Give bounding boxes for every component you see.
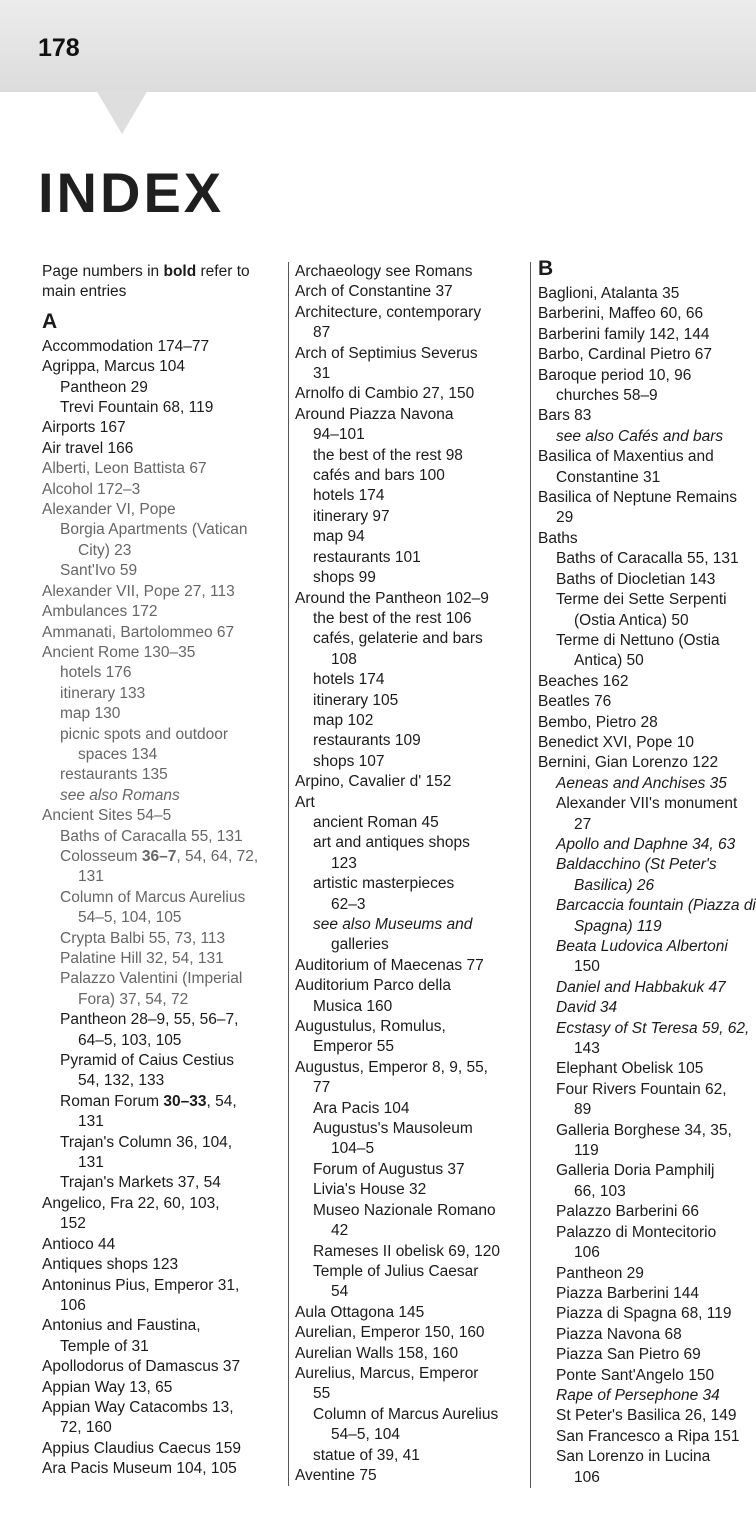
index-continuation: 143 — [574, 1040, 600, 1058]
index-subentry: the best of the rest 106 — [313, 609, 472, 627]
index-entry: Archaeology see Romans — [295, 263, 473, 280]
index-subentry: Palazzo di Montecitorio — [556, 1223, 717, 1241]
index-continuation: 131 — [78, 868, 104, 886]
index-continuation: Constantine 31 — [556, 468, 661, 486]
index-subentry: Barcaccia fountain (Piazza di — [556, 897, 756, 915]
index-subentry: Elephant Obelisk 105 — [556, 1060, 704, 1078]
index-subentry: Four Rivers Fountain 62, — [556, 1080, 727, 1098]
index-entry: Beaches 162 — [538, 672, 629, 690]
index-column-2 — [288, 262, 527, 1486]
index-subentry: cafés, gelaterie and bars — [313, 630, 483, 648]
index-entry: Aula Ottagona 145 — [295, 1303, 425, 1321]
index-see-also: see also Romans — [60, 786, 180, 804]
index-entry: Appian Way Catacombs 13, — [42, 1398, 234, 1416]
index-entry: Antoninus Pius, Emperor 31, — [42, 1276, 240, 1294]
index-entry: Architecture, contemporary — [295, 303, 482, 321]
index-subentry: Ara Pacis 104 — [313, 1099, 410, 1117]
index-entry: Barberini, Maffeo 60, 66 — [538, 305, 704, 323]
index-continuation: 87 — [313, 324, 331, 342]
index-subentry: picnic spots and outdoor — [60, 725, 229, 743]
index-entry: Barbo, Cardinal Pietro 67 — [538, 346, 713, 364]
index-subentry: itinerary 97 — [313, 507, 390, 525]
index-subentry: shops 99 — [313, 569, 376, 587]
index-continuation: 150 — [574, 958, 600, 976]
index-entry: Baroque period 10, 96 — [538, 366, 692, 384]
index-entry: Beatles 76 — [538, 693, 612, 711]
index-subentry: map 102 — [313, 711, 374, 729]
index-subentry: art and antiques shops — [313, 834, 470, 852]
index-subentry: cafés and bars 100 — [313, 467, 445, 485]
index-entry: Agrippa, Marcus 104 — [42, 358, 186, 376]
index-subentry: Rape of Persephone 34 — [556, 1386, 720, 1404]
index-entry: Arpino, Cavalier d' 152 — [295, 773, 452, 791]
index-entry: Appius Claudius Caecus 159 — [42, 1439, 242, 1457]
index-entry: Bernini, Gian Lorenzo 122 — [538, 754, 719, 772]
index-continuation: 123 — [331, 854, 357, 872]
index-entry: Bembo, Pietro 28 — [538, 713, 658, 731]
index-continuation: 104–5 — [331, 1140, 375, 1158]
index-continuation: 54, 132, 133 — [78, 1072, 165, 1090]
index-continuation: 131 — [78, 1154, 104, 1172]
index-continuation: 72, 160 — [60, 1419, 112, 1437]
index-subentry: Aeneas and Anchises 35 — [556, 774, 727, 792]
index-subentry: Palazzo Valentini (Imperial — [60, 970, 243, 988]
index-entry: Around the Pantheon 102–9 — [295, 589, 489, 607]
index-continuation: City) 23 — [78, 541, 132, 559]
index-subentry: hotels 176 — [60, 664, 132, 682]
index-entry: Ara Pacis Museum 104, 105 — [42, 1460, 237, 1478]
page-number: 178 — [38, 34, 80, 62]
index-column-1 — [42, 262, 278, 1480]
index-entry: Aventine 75 — [295, 1466, 377, 1484]
index-continuation: Musica 160 — [313, 997, 393, 1015]
index-entry: Aurelian, Emperor 150, 160 — [295, 1324, 485, 1342]
index-entry: Apollodorus of Damascus 37 — [42, 1358, 241, 1376]
section-letter-a: A — [42, 309, 58, 333]
index-subentry: Piazza San Pietro 69 — [556, 1346, 701, 1364]
index-continuation: 64–5, 103, 105 — [78, 1031, 182, 1049]
index-subentry: Baldacchino (St Peter's — [556, 856, 717, 874]
index-continuation: (Ostia Antica) 50 — [574, 611, 689, 629]
index-continuation: 106 — [574, 1468, 600, 1486]
index-continuation: 62–3 — [331, 895, 366, 913]
index-subentry: hotels 174 — [313, 487, 385, 505]
index-entry: Basilica of Neptune Remains — [538, 489, 738, 507]
index-entry: Bars 83 — [538, 407, 592, 425]
index-subentry: churches 58–9 — [556, 387, 658, 405]
index-subentry: Crypta Balbi 55, 73, 113 — [60, 929, 226, 947]
index-subentry: Sant'Ivo 59 — [60, 562, 138, 580]
index-continuation: Basilica) 26 — [574, 876, 655, 894]
index-continuation: 27 — [574, 815, 592, 833]
index-entry: Auditorium of Maecenas 77 — [295, 956, 484, 974]
index-entry: Arch of Septimius Severus — [295, 344, 478, 362]
index-subentry: Terme dei Sette Serpenti — [556, 591, 727, 609]
index-entry: Ancient Rome 130–35 — [42, 643, 196, 661]
index-continuation: 108 — [331, 650, 357, 668]
index-subentry: the best of the rest 98 — [313, 446, 463, 464]
index-subentry: Apollo and Daphne 34, 63 — [556, 835, 736, 853]
index-entry: Augustulus, Romulus, — [295, 1018, 446, 1036]
index-subentry: statue of 39, 41 — [313, 1446, 420, 1464]
index-subentry: Livia's House 32 — [313, 1181, 427, 1199]
index-continuation: 54–5, 104, 105 — [78, 909, 182, 927]
index-continuation: Emperor 55 — [313, 1038, 394, 1056]
index-subentry: Baths of Caracalla 55, 131 — [556, 550, 739, 568]
index-entry: Alcohol 172–3 — [42, 480, 141, 498]
index-continuation: Spagna) 119 — [574, 917, 662, 935]
index-entry: Ancient Sites 54–5 — [42, 807, 172, 825]
index-subentry: Baths of Caracalla 55, 131 — [60, 827, 243, 845]
index-continuation: Fora) 37, 54, 72 — [78, 990, 189, 1008]
index-subentry: David 34 — [556, 999, 618, 1017]
index-continuation: 77 — [313, 1079, 331, 1097]
index-continuation: 31 — [313, 365, 331, 383]
index-subentry: Colosseum 36–7, 54, 64, 72, — [60, 847, 259, 865]
index-subentry: Terme di Nettuno (Ostia — [556, 631, 720, 649]
index-subentry: Temple of Julius Caesar — [313, 1262, 479, 1280]
index-continuation: spaces 134 — [78, 745, 158, 763]
index-entry: Accommodation 174–77 — [42, 337, 210, 355]
index-entry: Around Piazza Navona — [295, 405, 454, 423]
index-see-also: see also Museums and — [313, 916, 473, 933]
index-note: Page numbers in bold refer to main entries — [42, 263, 250, 301]
index-entry: Ambulances 172 — [42, 603, 158, 621]
index-subentry: Augustus's Mausoleum — [313, 1120, 473, 1138]
index-subentry: Trajan's Markets 37, 54 — [60, 1174, 221, 1192]
index-subentry: Galleria Borghese 34, 35, — [556, 1121, 732, 1139]
index-entry: Airports 167 — [42, 419, 126, 437]
index-subentry: ancient Roman 45 — [313, 813, 439, 831]
index-continuation: 152 — [60, 1215, 86, 1233]
index-continuation: 66, 103 — [574, 1182, 626, 1200]
index-subentry: Piazza Navona 68 — [556, 1325, 682, 1343]
index-continuation: 119 — [574, 1142, 599, 1160]
index-subentry: Column of Marcus Aurelius — [313, 1405, 499, 1423]
index-entry: Alexander VI, Pope — [42, 501, 176, 519]
index-entry: Antiques shops 123 — [42, 1256, 179, 1274]
index-continuation: 54 — [331, 1283, 349, 1301]
index-subentry: Alexander VII's monument — [556, 795, 738, 813]
index-continuation: 54–5, 104 — [331, 1426, 400, 1444]
page-title: INDEX — [38, 161, 225, 224]
index-subentry: Piazza di Spagna 68, 119 — [556, 1305, 732, 1323]
index-entry: Art — [295, 793, 315, 811]
index-entry: Ammanati, Bartolommeo 67 — [42, 623, 235, 641]
index-see-also: see also Cafés and bars — [556, 427, 724, 445]
index-subentry: Column of Marcus Aurelius — [60, 888, 246, 906]
index-entry: Angelico, Fra 22, 60, 103, — [42, 1194, 220, 1212]
index-entry: Antonius and Faustina, — [42, 1317, 201, 1335]
index-subentry: restaurants 101 — [313, 548, 421, 566]
index-entry: Aurelius, Marcus, Emperor — [295, 1364, 479, 1382]
index-subentry: San Lorenzo in Lucina — [556, 1448, 711, 1466]
index-continuation: 106 — [574, 1244, 600, 1262]
index-subentry: San Francesco a Ripa 151 — [556, 1427, 740, 1445]
index-entry: Arch of Constantine 37 — [295, 283, 453, 301]
index-continuation: 29 — [556, 509, 574, 527]
index-entry: Baglioni, Atalanta 35 — [538, 285, 680, 302]
index-entry: Antioco 44 — [42, 1235, 116, 1253]
index-subentry: Borgia Apartments (Vatican — [60, 521, 248, 539]
index-continuation: 89 — [574, 1101, 592, 1119]
index-subentry: Beata Ludovica Albertoni — [556, 938, 728, 955]
index-subentry: shops 107 — [313, 752, 385, 770]
index-continuation: 55 — [313, 1385, 331, 1403]
index-subentry: Trajan's Column 36, 104, — [60, 1133, 233, 1151]
index-subentry: St Peter's Basilica 26, 149 — [556, 1407, 737, 1425]
index-entry: Augustus, Emperor 8, 9, 55, — [295, 1058, 488, 1076]
index-subentry: restaurants 135 — [60, 766, 168, 784]
header-notch — [96, 90, 148, 134]
index-continuation: 94–101 — [313, 426, 365, 444]
index-subentry: Pyramid of Caius Cestius — [60, 1052, 235, 1070]
index-subentry: Rameses II obelisk 69, 120 — [313, 1242, 500, 1260]
index-continuation: 42 — [331, 1222, 349, 1240]
index-subentry: map 130 — [60, 705, 121, 723]
index-subentry: artistic masterpieces — [313, 875, 455, 893]
index-entry: Basilica of Maxentius and — [538, 448, 714, 466]
index-continuation: 106 — [60, 1296, 86, 1314]
index-entry: Benedict XVI, Pope 10 — [538, 733, 694, 751]
index-subentry: map 94 — [313, 528, 365, 546]
index-entry: Barberini family 142, 144 — [538, 325, 710, 343]
index-subentry: Pantheon 29 — [60, 378, 148, 396]
index-subentry: Trevi Fountain 68, 119 — [60, 399, 214, 417]
index-continuation: 131 — [78, 1113, 104, 1131]
index-subentry: Ecstasy of St Teresa 59, 62, — [556, 1019, 750, 1037]
index-subentry: hotels 174 — [313, 671, 385, 689]
index-subentry: Palazzo Barberini 66 — [556, 1203, 700, 1221]
index-entry: Auditorium Parco della — [295, 977, 451, 995]
index-entry: Alberti, Leon Battista 67 — [42, 460, 207, 478]
index-column-3 — [530, 257, 756, 1488]
index-subentry: Forum of Augustus 37 — [313, 1160, 465, 1178]
index-entry: Air travel 166 — [42, 439, 134, 457]
section-letter-b: B — [538, 257, 554, 280]
index-subentry: Museo Nazionale Romano — [313, 1201, 496, 1219]
index-entry: Aurelian Walls 158, 160 — [295, 1344, 459, 1362]
index-subentry: Palatine Hill 32, 54, 131 — [60, 950, 224, 967]
index-subentry: Ponte Sant'Angelo 150 — [556, 1366, 715, 1384]
index-subentry: itinerary 133 — [60, 684, 146, 702]
index-entry: Appian Way 13, 65 — [42, 1378, 173, 1396]
index-subentry: Roman Forum 30–33, 54, — [60, 1092, 237, 1110]
index-entry: Baths — [538, 529, 578, 547]
index-subentry: Pantheon 28–9, 55, 56–7, — [60, 1011, 239, 1029]
index-entry: Alexander VII, Pope 27, 113 — [42, 582, 235, 600]
index-subentry: Daniel and Habbakuk 47 — [556, 978, 726, 996]
index-subentry: Piazza Barberini 144 — [556, 1284, 700, 1302]
index-entry: Arnolfo di Cambio 27, 150 — [295, 385, 475, 403]
index-subentry: restaurants 109 — [313, 732, 421, 750]
index-subentry: Pantheon 29 — [556, 1264, 644, 1282]
index-subentry: itinerary 105 — [313, 691, 399, 709]
index-subentry: Baths of Diocletian 143 — [556, 570, 716, 588]
index-continuation: Antica) 50 — [574, 652, 644, 670]
header-band — [0, 0, 756, 92]
index-subentry: Galleria Doria Pamphilj — [556, 1162, 715, 1180]
index-continuation: galleries — [331, 936, 389, 954]
index-continuation: Temple of 31 — [60, 1337, 149, 1355]
